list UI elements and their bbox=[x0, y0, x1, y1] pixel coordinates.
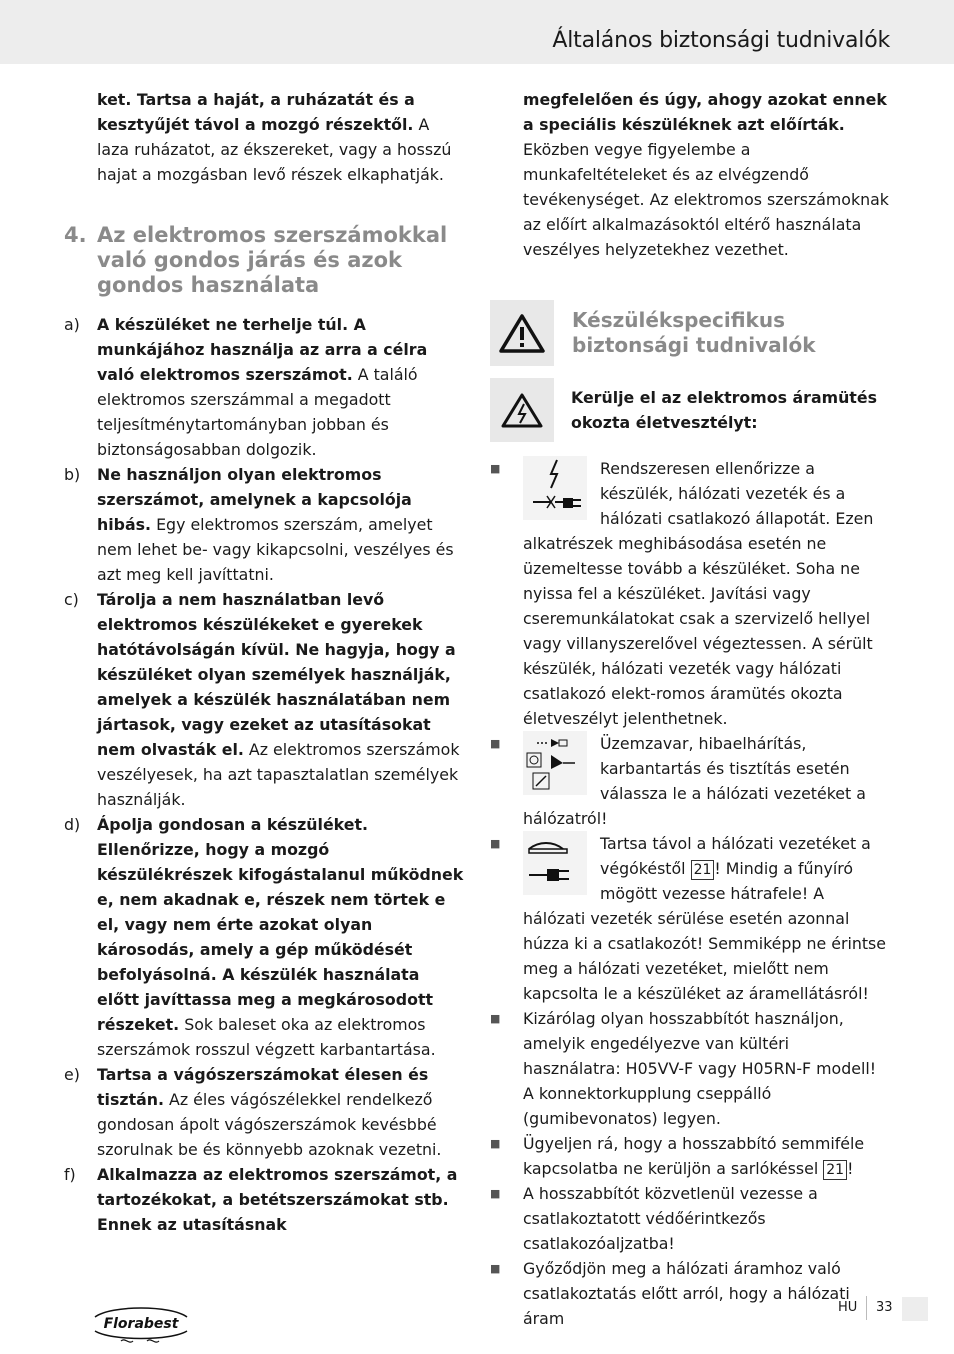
electric-shock-icon bbox=[490, 378, 554, 442]
language-code: HU bbox=[838, 1300, 858, 1315]
left-column bbox=[64, 87, 464, 1237]
list-item bbox=[490, 731, 890, 831]
intro-text: A laza ruházatot, az ékszereket, vagy a hosszú hajat a mozgásban levő részek elkaphatják. bbox=[97, 115, 452, 184]
item-bold: Tartsa a vágószerszámokat élesen és tisztán. bbox=[97, 1065, 429, 1109]
list-item bbox=[64, 812, 464, 1062]
bullet-text-3-pre: Tartsa távol a hálózati vezetéket a végókéstől bbox=[600, 834, 871, 878]
bullet-square: ■ bbox=[490, 1262, 501, 1275]
footer-tab-marker bbox=[902, 1297, 928, 1321]
item-bold: Ne használjon olyan elektromos szerszámot, amelynek a kapcsolója hibás. bbox=[97, 465, 412, 534]
list-item bbox=[64, 587, 464, 812]
part-reference: 21 bbox=[823, 1160, 847, 1180]
list-item bbox=[64, 462, 464, 587]
list-item bbox=[490, 1131, 890, 1181]
bullet-text-3-post: ! Mindig a fűnyíró mögött vezesse hátrafele! A hálózati vezeték sérülése esetén azonnal húzza ki a csatlakozót! Semmiképp ne érintse meg a hálózati vezetéket, mielőtt nem kapcsolta le a készüléket az áramellátásról! bbox=[523, 859, 886, 1003]
bullet-square: ■ bbox=[490, 837, 501, 850]
warning-triangle-icon bbox=[490, 300, 554, 366]
list-item bbox=[64, 1162, 464, 1237]
warning-title: Készülékspecifikus biztonsági tudnivalók bbox=[572, 308, 816, 357]
bullet-text-1: Rendszeresen ellenőrizze a készülék, hálózati vezeték és a hálózati csatlakozó állapotát. Ezen alkatrészek meghibásodása esetén ne üzemeltesse tovább a készüléket. Soha ne nyissa fel a készüléket. Javítási vagy cseremunkálatokat csak a szervizelő hellyel vagy villanyszerelővel végeztessen. A sérült készülék, hálózati vezeték vagy hálózati csatlakozó elekt-romos áramütés okozta életveszélyt jelenthetnek. bbox=[523, 459, 874, 728]
section-title: Az elektromos szerszámokkal való gondos járás és azok gondos használata bbox=[97, 223, 448, 297]
bullet-text-5-post: ! bbox=[847, 1159, 854, 1178]
part-reference: 21 bbox=[691, 860, 715, 880]
bullet-list bbox=[490, 456, 890, 1331]
item-text: Az elektromos szerszámok veszélyesek, ha azt tapasztalatlan személyek használják. bbox=[97, 740, 460, 809]
item-list bbox=[64, 312, 464, 1237]
bullet-text-6: A hosszabbítót közvetlenül vezesse a csatlakoztatott védőérintkezős csatlakozóaljzatba! bbox=[523, 1184, 818, 1253]
shock-warning-box bbox=[490, 378, 890, 442]
item-body bbox=[97, 1062, 464, 1162]
logo-text: Florabest bbox=[103, 1316, 179, 1332]
bullet-text-4: Kizárólag olyan hosszabbítót használjon, amelyik engedélyezve van kültéri használatra: H05VV-F vagy H05RN-F modell! A konnektorkupplung cseppálló (gumibevonatos) legyen. bbox=[523, 1009, 877, 1128]
item-body bbox=[97, 812, 464, 1062]
item-letter: a) bbox=[64, 315, 80, 334]
section-heading bbox=[64, 223, 464, 298]
right-column bbox=[490, 87, 890, 1331]
bullet-text-7: Győződjön meg a hálózati áramhoz való csatlakoztatás előtt arról, hogy a hálózati áram bbox=[523, 1259, 850, 1328]
item-letter: d) bbox=[64, 815, 81, 834]
continuation-bold: megfelelően és úgy, ahogy azokat ennek a speciális készüléknek azt előírták. bbox=[523, 90, 887, 134]
item-letter: f) bbox=[64, 1165, 76, 1184]
item-body bbox=[97, 1162, 464, 1237]
item-bold: Ápolja gondosan a készüléket. Ellenőrizze, hogy a mozgó készülékrészek kifogástalanul működnek e, nem akadnak e, részek nem törtek e el, vagy nem érte azokat olyan károsodás, amely a gép működését befolyásolná. A készülék használata előtt javíttassa meg a megkárosodott részeket. bbox=[97, 815, 464, 1034]
list-item bbox=[490, 456, 890, 731]
bullet-text-2: Üzemzavar, hibaelhárítás, karbantartás és tisztítás esetén válassza le a hálózati vezetéket a hálózatról! bbox=[523, 734, 866, 828]
item-text: Egy elektromos szerszám, amelyet nem lehet be- vagy kikapcsolni, veszélyes és azt meg kell javíttatni. bbox=[97, 515, 454, 584]
list-item bbox=[490, 1256, 890, 1331]
unplug-maintenance-icon bbox=[523, 731, 587, 795]
item-letter: b) bbox=[64, 465, 81, 484]
list-item bbox=[64, 1062, 464, 1162]
list-item bbox=[490, 831, 890, 1006]
item-text: A találó elektromos szerszámmal a megadott teljesítménytartományban jobban és biztonságosabban dolgozik. bbox=[97, 365, 418, 459]
item-letter: c) bbox=[64, 590, 79, 609]
intro-paragraph bbox=[64, 87, 464, 187]
bullet-square: ■ bbox=[490, 1012, 501, 1025]
continuation-paragraph bbox=[490, 87, 890, 262]
page-number: 33 bbox=[876, 1300, 893, 1315]
plug-damage-icon bbox=[523, 456, 587, 520]
list-item bbox=[490, 1181, 890, 1256]
continuation-text: Eközben vegye figyelembe a munkafeltételeket és az elvégzendő tevékenységet. Az elektromos szerszámoknak az előírt alkalmazásoktól eltérő használata veszélyes helyzetekhez vezethet. bbox=[523, 140, 889, 259]
footer-divider bbox=[866, 1296, 867, 1320]
bullet-square: ■ bbox=[490, 1187, 501, 1200]
item-body bbox=[97, 462, 464, 587]
shock-warning-text: Kerülje el az elektromos áramütés okozta életvesztélyt: bbox=[571, 388, 877, 432]
bullet-text-5-pre: Ügyeljen rá, hogy a hosszabbító semmiféle kapcsolatba ne kerüljön a sarlókéssel bbox=[523, 1134, 865, 1178]
item-letter: e) bbox=[64, 1065, 80, 1084]
list-item bbox=[64, 312, 464, 462]
cable-blade-icon bbox=[523, 831, 587, 895]
list-item bbox=[490, 1006, 890, 1131]
page-title: Általános biztonsági tudnivalók bbox=[552, 28, 890, 53]
item-bold: A készüléket ne terhelje túl. A munkájához használja az arra a célra való elektromos szerszámot. bbox=[97, 315, 428, 384]
item-bold: Tárolja a nem használatban levő elektromos készülékeket e gyerekek hatótávolságán kívül. Ne hagyja, hogy a készüléket olyan személyek használják, amelyek a készülék használatában nem jártasok, vagy ezeket az utasításokat nem olvasták el. bbox=[97, 590, 456, 759]
bullet-square: ■ bbox=[490, 737, 501, 750]
bullet-square: ■ bbox=[490, 1137, 501, 1150]
section-number: 4. bbox=[64, 223, 87, 247]
item-text: Sok baleset oka az elektromos szerszámok rosszul végzett karbantartása. bbox=[97, 1015, 436, 1059]
florabest-logo bbox=[91, 1303, 191, 1349]
warning-heading-box bbox=[490, 300, 890, 366]
intro-bold: ket. Tartsa a haját, a ruházatát és a kesztyűjét távol a mozgó részektől. bbox=[97, 90, 415, 134]
bullet-square: ■ bbox=[490, 462, 501, 475]
item-body bbox=[97, 312, 464, 462]
item-text: Az éles vágószélekkel rendelkező gondosan ápolt vágószerszámok kevésbbé szorulnak be és könnyebb azoknak vezetni. bbox=[97, 1090, 442, 1159]
item-body bbox=[97, 587, 464, 812]
item-bold: Alkalmazza az elektromos szerszámot, a tartozékokat, a betétszerszámokat stb. Ennek az utasításnak bbox=[97, 1165, 458, 1234]
